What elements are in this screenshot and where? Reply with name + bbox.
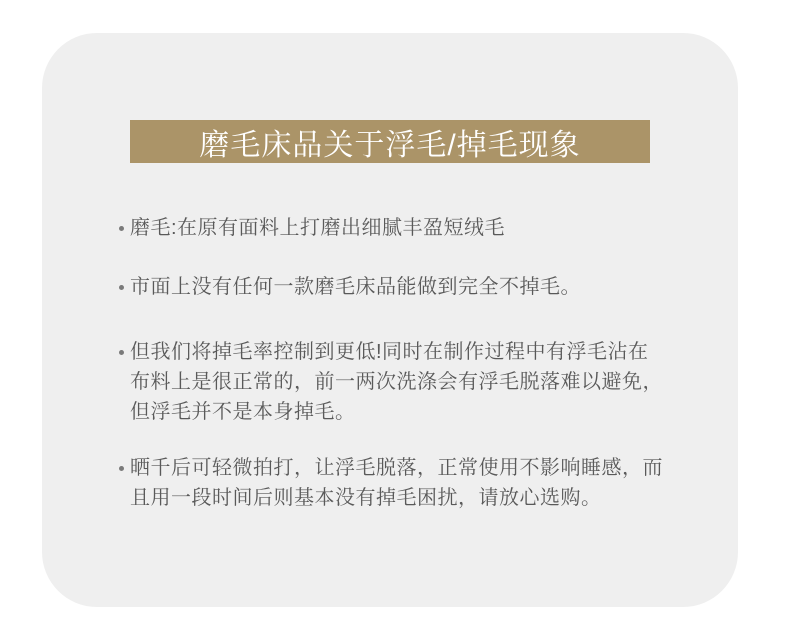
bullet-text (130, 213, 505, 243)
bullet-dot-icon (119, 350, 124, 355)
bullet-text (130, 272, 581, 302)
bullet-item-brushing-definition (119, 213, 718, 243)
bullet-line: 市面上没有任何一款磨毛床品能做到完全不掉毛。 (130, 276, 581, 298)
bullet-dot-icon (119, 285, 124, 290)
bullet-line: 且用一段时间后则基本没有掉毛困扰，请放心选购。 (130, 487, 602, 509)
bullet-line: 磨毛:在原有面料上打磨出细腻丰盈短绒毛 (130, 217, 506, 239)
bullet-item-market-statement (119, 272, 718, 302)
content-card (42, 33, 738, 607)
bullet-line: 但我们将掉毛率控制到更低!同时在制作过程中有浮毛沾在 (130, 341, 649, 363)
bullet-dot-icon (119, 466, 124, 471)
bullet-text (130, 453, 663, 513)
bullet-dot-icon (119, 226, 124, 231)
bullet-item-care-advice (119, 453, 718, 513)
bullet-item-lint-control (119, 337, 718, 427)
bullet-line: 晒千后可轻微拍打，让浮毛脱落，正常使用不影响睡感，而 (130, 457, 663, 479)
bullet-text (130, 337, 663, 427)
bullet-list (42, 213, 738, 513)
bullet-line: 布料上是很正常的，前一两次洗涤会有浮毛脱落难以避免， (130, 371, 663, 393)
header-banner (130, 120, 650, 163)
page-title: 磨毛床品关于浮毛/掉毛现象 (199, 128, 581, 162)
bullet-line: 但浮毛并不是本身掉毛。 (130, 401, 356, 423)
